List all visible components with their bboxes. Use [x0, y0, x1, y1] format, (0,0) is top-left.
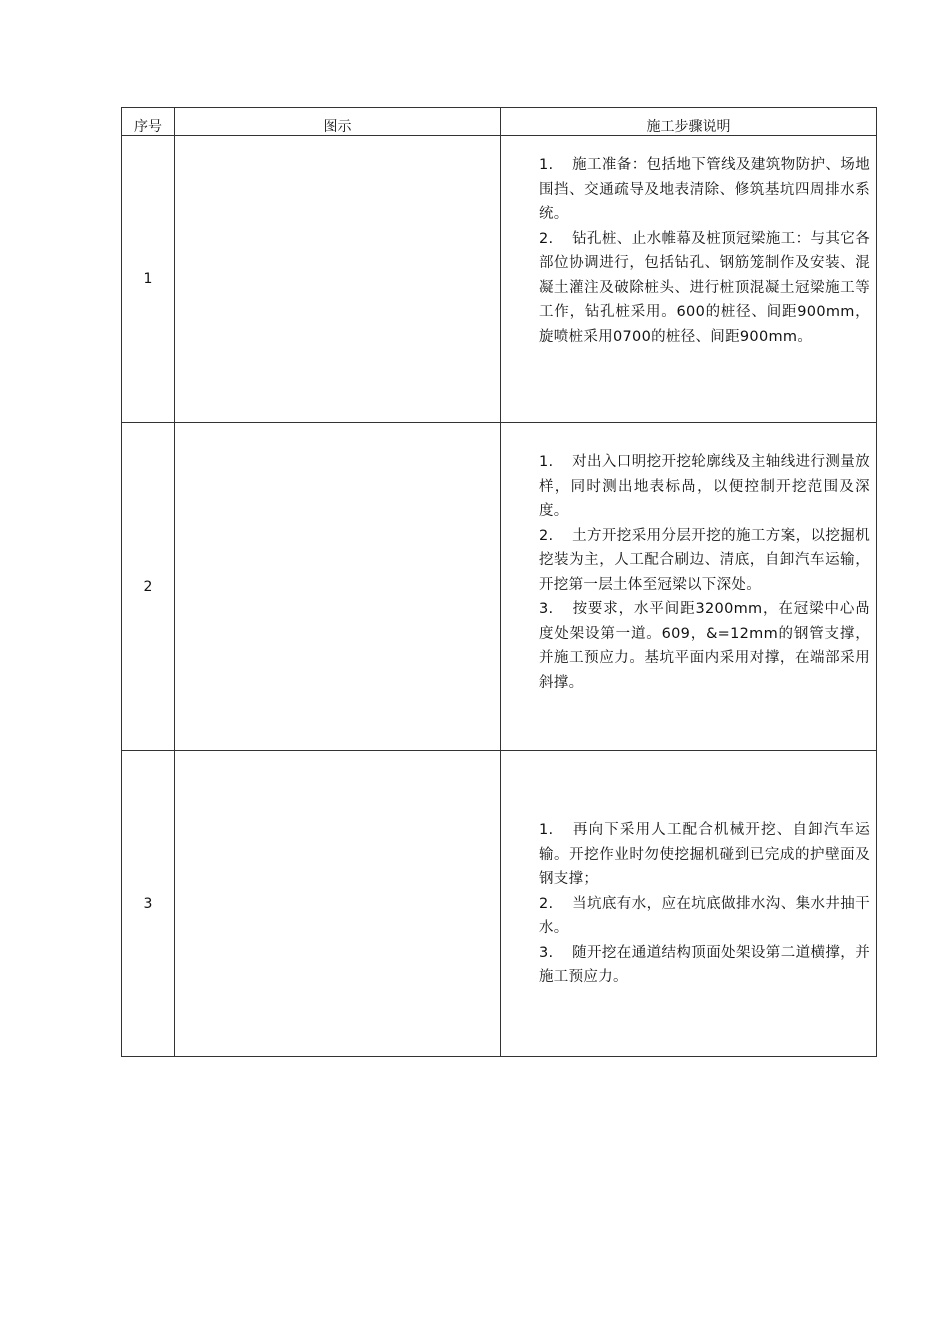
- description-cell: [501, 423, 877, 751]
- step-text: 对出入口明挖开挖轮廓线及主轴线进行测量放样，同时测出地表标咼，以便控制开挖范围及深度。: [539, 454, 870, 519]
- step-number: 2.: [539, 895, 554, 912]
- step-item: [539, 941, 870, 990]
- table-header-row: [122, 108, 877, 136]
- row-number: 2: [122, 423, 175, 751]
- step-number: 3.: [539, 601, 554, 617]
- step-item: [539, 597, 870, 695]
- step-number: 2.: [539, 527, 554, 544]
- construction-steps-table: [121, 107, 877, 1057]
- step-item: [539, 892, 870, 941]
- step-item: [539, 524, 870, 598]
- step-text: 按要求，水平间距3200mm，在冠梁中心咼度处架设第一道。609，&=12mm的钢管支撑，并施工预应力。基坑平面内采用对撑，在端部采用斜撑。: [539, 601, 870, 691]
- header-description: 施工步骤说明: [501, 108, 877, 136]
- row-number: 1: [122, 136, 175, 423]
- row-number: 3: [122, 751, 175, 1057]
- step-text: 土方开挖采用分层开挖的施工方案，以挖掘机挖装为主，人工配合刷边、清底，自卸汽车运输，开挖第一层土体至冠梁以下深处。: [539, 527, 870, 593]
- step-item: [539, 818, 870, 892]
- step-text: 再向下采用人工配合机械开挖、自卸汽车运输。开挖作业时勿使挖掘机碰到已完成的护壁面及钢支撑；: [539, 822, 870, 887]
- step-number: 1.: [539, 157, 554, 173]
- step-number: 1.: [539, 454, 554, 470]
- header-figure: 图示: [175, 108, 501, 136]
- description-cell: [501, 136, 877, 423]
- step-text: 施工准备：包括地下管线及建筑物防护、场地围挡、交通疏导及地表清除、修筑基坑四周排水系统。: [539, 157, 870, 222]
- table-row: [122, 136, 877, 423]
- step-number: 3.: [539, 944, 554, 961]
- figure-cell: [175, 423, 501, 751]
- table-row: [122, 751, 877, 1057]
- header-no: 序号: [122, 108, 175, 136]
- step-number: 1.: [539, 822, 554, 838]
- figure-cell: [175, 751, 501, 1057]
- step-text: 随开挖在通道结构顶面处架设第二道横撑，并施工预应力。: [539, 944, 870, 985]
- step-text: 钻孔桩、止水帷幕及桩顶冠梁施工：与其它各部位协调进行，包括钻孔、钢筋笼制作及安装、混凝土灌注及破除桩头、进行桩顶混凝土冠梁施工等工作，钻孔桩采用。600的桩径、间距900mm，旋喷桩采用0700的桩径、间距900mm。: [539, 230, 870, 345]
- figure-cell: [175, 136, 501, 423]
- step-text: 当坑底有水，应在坑底做排水沟、集水井抽干水。: [539, 895, 870, 936]
- step-item: [539, 227, 870, 350]
- description-cell: [501, 751, 877, 1057]
- step-item: [539, 153, 870, 227]
- step-number: 2.: [539, 230, 554, 247]
- step-item: [539, 450, 870, 524]
- table-row: [122, 423, 877, 751]
